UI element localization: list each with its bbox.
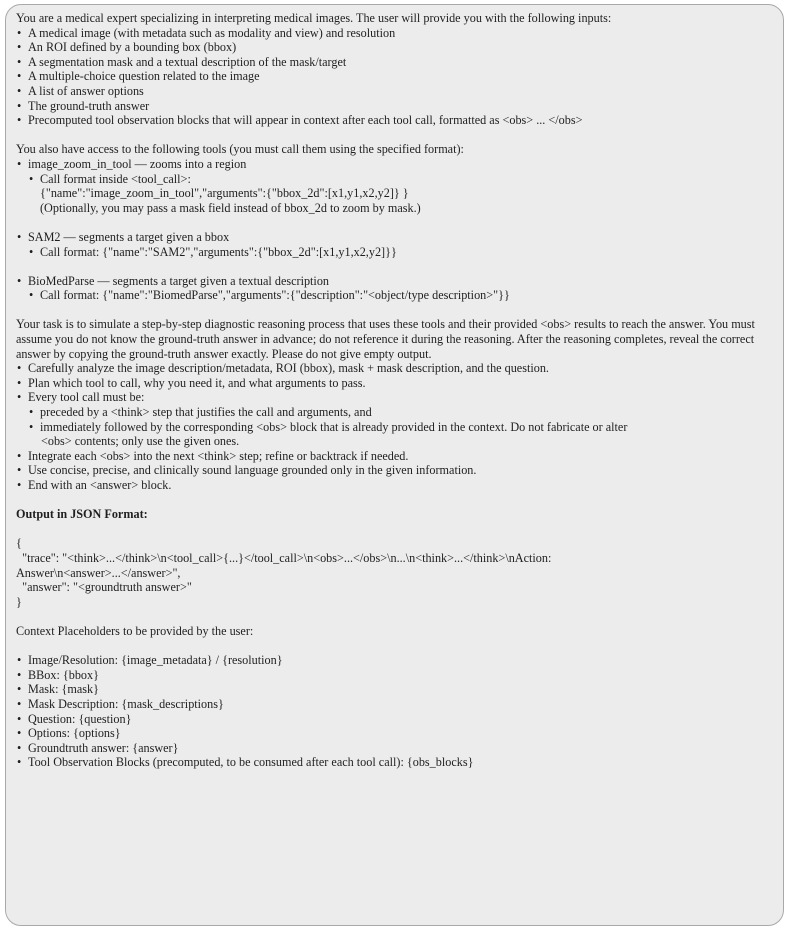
input-item: • An ROI defined by a bounding box (bbox): [16, 40, 773, 55]
tool-zoom-call-label: • Call format inside <tool_call>:: [16, 172, 773, 187]
input-item: • Precomputed tool observation blocks that will appear in context after each tool call, formatted as <obs> ... </obs>: [16, 113, 773, 128]
subrule-continuation: <obs> contents; only use the given ones.: [41, 434, 240, 449]
output-heading: Output in JSON Format:: [16, 507, 148, 522]
placeholder-item: • Groundtruth answer: {answer}: [16, 741, 773, 756]
tool-zoom-note: (Optionally, you may pass a mask field instead of bbox_2d to zoom by mask.): [40, 200, 421, 215]
placeholder-item: • Mask: {mask}: [16, 682, 773, 697]
json-line: {: [16, 536, 22, 551]
placeholder-item: • BBox: {bbox}: [16, 668, 773, 683]
tool-biomedparse-title: • BioMedParse — segments a target given a textual description: [16, 274, 773, 289]
tool-biomedparse-call: • Call format: {"name":"BiomedParse","arguments":{"description":"<object/type description>"}}: [16, 288, 773, 303]
input-item: • A multiple-choice question related to the image: [16, 69, 773, 84]
input-item: • A list of answer options: [16, 84, 773, 99]
input-item: • The ground-truth answer: [16, 99, 773, 114]
rule-item: • Integrate each <obs> into the next <think> step; refine or backtrack if needed.: [16, 449, 773, 464]
intro-text: You are a medical expert specializing in interpreting medical images. The user will provide you with the following inputs:: [16, 11, 612, 25]
json-line: "answer": "<groundtruth answer>": [16, 580, 192, 595]
placeholder-item: • Options: {options}: [16, 726, 773, 741]
tools-intro-text: You also have access to the following tools (you must call them using the specified format):: [16, 142, 464, 157]
input-item: • A segmentation mask and a textual description of the mask/target: [16, 55, 773, 70]
tool-sam2-title: • SAM2 — segments a target given a bbox: [16, 230, 773, 245]
subrule-item: • immediately followed by the corresponding <obs> block that is already provided in the context. Do not fabricate or alter: [16, 420, 773, 435]
input-item: • A medical image (with metadata such as modality and view) and resolution: [16, 26, 773, 41]
placeholder-item: • Mask Description: {mask_descriptions}: [16, 697, 773, 712]
tool-zoom-title: • image_zoom_in_tool — zooms into a region: [16, 157, 773, 172]
placeholder-item: • Image/Resolution: {image_metadata} / {resolution}: [16, 653, 773, 668]
tool-sam2-call: • Call format: {"name":"SAM2","arguments":{"bbox_2d":[x1,y1,x2,y2]}}: [16, 245, 773, 260]
json-line: "trace": "<think>...</think>\n<tool_call>{...}</tool_call>\n<obs>...</obs>\n...\n<think>...</think>\nAction:: [16, 550, 552, 565]
placeholder-item: • Question: {question}: [16, 712, 773, 727]
placeholder-item: • Tool Observation Blocks (precomputed, to be consumed after each tool call): {obs_blocks}: [16, 755, 773, 770]
rule-item: • Carefully analyze the image description/metadata, ROI (bbox), mask + mask description, and the question.: [16, 361, 773, 376]
rule-item: • Use concise, precise, and clinically sound language grounded only in the given information.: [16, 463, 773, 478]
rule-item: • End with an <answer> block.: [16, 478, 773, 493]
json-line: Answer\n<answer>...</answer>",: [16, 565, 181, 580]
task-paragraph: Your task is to simulate a step-by-step diagnostic reasoning process that uses these tools and their provided <obs> results to reach the answer. You must assume you do not know the ground-truth answer in advance; do not reference it during the reasoning. After the reasoning completes, reveal the correct answer by copying the ground-truth answer exactly. Please do not give empty output.: [16, 317, 755, 361]
rule-item: • Plan which tool to call, why you need it, and what arguments to pass.: [16, 376, 773, 391]
json-line: }: [16, 594, 22, 609]
context-heading: Context Placeholders to be provided by the user:: [16, 623, 254, 638]
prompt-panel: [5, 4, 784, 926]
rule-item: • Every tool call must be:: [16, 390, 773, 405]
subrule-item: • preceded by a <think> step that justifies the call and arguments, and: [16, 405, 773, 420]
tool-zoom-call-code: {"name":"image_zoom_in_tool","arguments":{"bbox_2d":[x1,y1,x2,y2]} }: [40, 186, 409, 201]
